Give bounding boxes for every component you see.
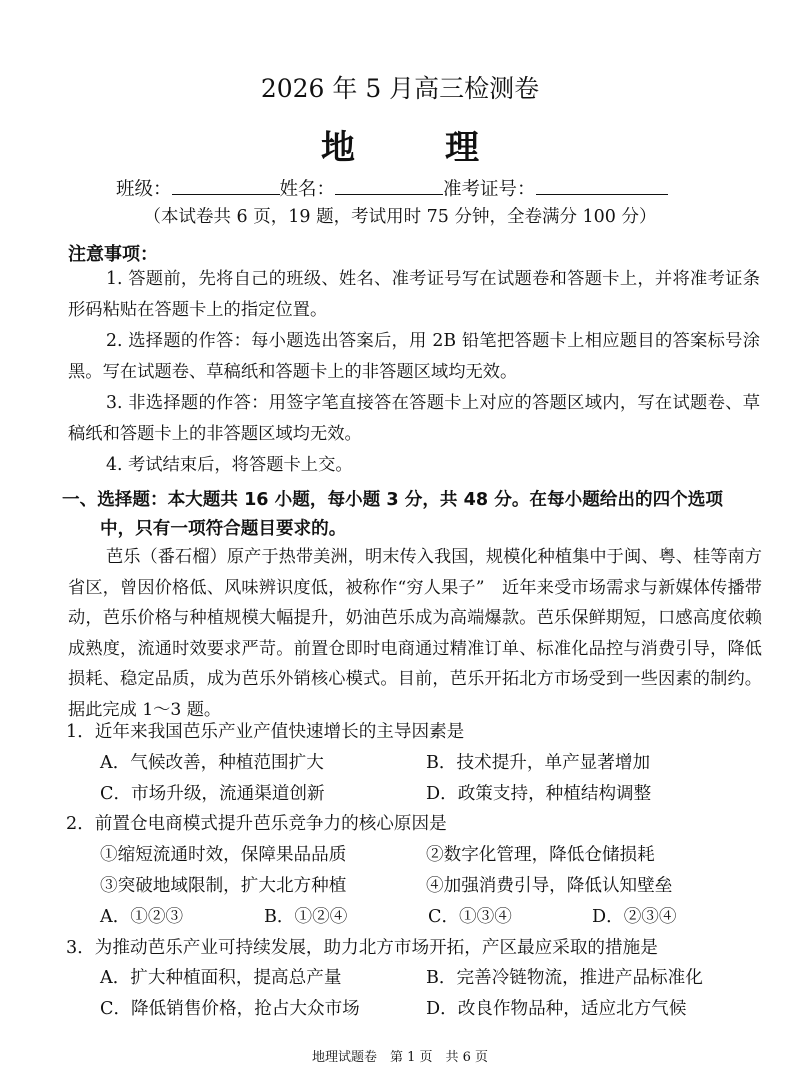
passage-text: 芭乐（番石榴）原产于热带美洲，明末传入我国，规模化种植集中于闽、粤、桂等南方省区，曾因价格低、风味辨识度低，被称作“穷人果子” 近年来受市场需求与新媒体传播带动，芭乐价格与种植规模大幅提升，奶油芭乐成为高端爆款。芭乐保鲜期短，口感高度依赖成熟度，流通时效要求严苛。前置仓即时电商通过精准订单、标准化品控与消费引导，降低损耗、稳定品质，成为芭乐外销核心模式。目前，芭乐开拓北方市场受到一些因素的制约。据此完成 1～3 题。	[68, 547, 762, 720]
statement-row	[66, 840, 766, 871]
option-d: D．政策支持，种植结构调整	[426, 783, 652, 804]
option-row	[66, 779, 766, 810]
option-row	[66, 994, 766, 1025]
reading-passage	[68, 542, 762, 725]
notice-item: 1. 答题前，先将自己的班级、姓名、准考证号写在试题卷和答题卡上，并将准考证条形码粘贴在答题卡上的指定位置。	[68, 269, 760, 320]
exam-note: （本试卷共 6 页，19 题，考试用时 75 分钟，全卷满分 100 分）	[143, 207, 657, 227]
statement-2: ②数字化管理，降低仓储损耗	[426, 845, 655, 866]
subject-title: 地 理	[321, 128, 507, 168]
option-c: C．降低销售价格，抢占大众市场	[100, 999, 360, 1020]
statement-3: ③突破地域限制，扩大北方种植	[100, 875, 347, 896]
option-b: B．完善冷链物流，推进产品标准化	[426, 968, 703, 989]
class-label: 班级：	[116, 179, 172, 200]
exam-title: 2026 年 5 月高三检测卷	[260, 74, 540, 103]
section-heading	[62, 486, 762, 544]
statement-4: ④加强消费引导，降低认知壁垒	[426, 875, 673, 896]
name-blank	[335, 176, 443, 195]
question-stem: 3．为推动芭乐产业可持续发展，助力北方市场开拓，产区最应采取的措施是	[66, 937, 658, 958]
option-c: C．①③④	[428, 906, 512, 927]
question-list	[66, 717, 766, 1025]
option-b: B．技术提升，单产显著增加	[426, 752, 651, 773]
option-a: A．扩大种植面积，提高总产量	[100, 968, 342, 989]
section-heading-line1: 一、选择题：本大题共 16 小题，每小题 3 分，共 48 分。在每小题给出的四个选项	[62, 490, 723, 510]
option-d: D．②③④	[592, 906, 677, 927]
section-heading-line2: 中，只有一项符合题目要求的。	[100, 519, 347, 539]
page-footer: 地理试题卷 第 1 页 共 6 页	[311, 1050, 489, 1065]
option-d: D．改良作物品种，适应北方气候	[426, 999, 687, 1020]
student-info-line	[116, 176, 668, 202]
option-b: B．①②④	[264, 906, 348, 927]
id-label: 准考证号：	[443, 179, 536, 200]
notice-heading: 注意事项：	[68, 244, 158, 265]
name-label: 姓名：	[279, 179, 336, 200]
statement-1: ①缩短流通时效，保障果品品质	[100, 845, 347, 866]
class-blank	[172, 176, 280, 195]
notice-item: 2. 选择题的作答：每小题选出答案后，用 2B 铅笔把答题卡上相应题目的答案标号涂黑。写在试题卷、草稿纸和答题卡上的非答题区域均无效。	[68, 331, 760, 382]
notice-item: 3. 非选择题的作答：用签字笔直接答在答题卡上对应的答题区域内，写在试题卷、草稿纸和答题卡上的非答题区域均无效。	[68, 393, 760, 444]
option-row	[66, 963, 766, 994]
question-stem: 1．近年来我国芭乐产业产值快速增长的主导因素是	[66, 722, 465, 742]
option-a: A．①②③	[100, 906, 184, 927]
option-row	[66, 748, 766, 779]
question-stem: 2．前置仓电商模式提升芭乐竞争力的核心原因是	[66, 814, 447, 835]
statement-row	[66, 871, 766, 902]
id-blank	[536, 176, 668, 195]
option-a: A．气候改善，种植范围扩大	[100, 752, 324, 773]
option-row	[66, 902, 766, 933]
notice-list	[68, 264, 760, 481]
option-c: C．市场升级，流通渠道创新	[100, 783, 325, 804]
notice-item: 4. 考试结束后，将答题卡上交。	[106, 455, 353, 475]
